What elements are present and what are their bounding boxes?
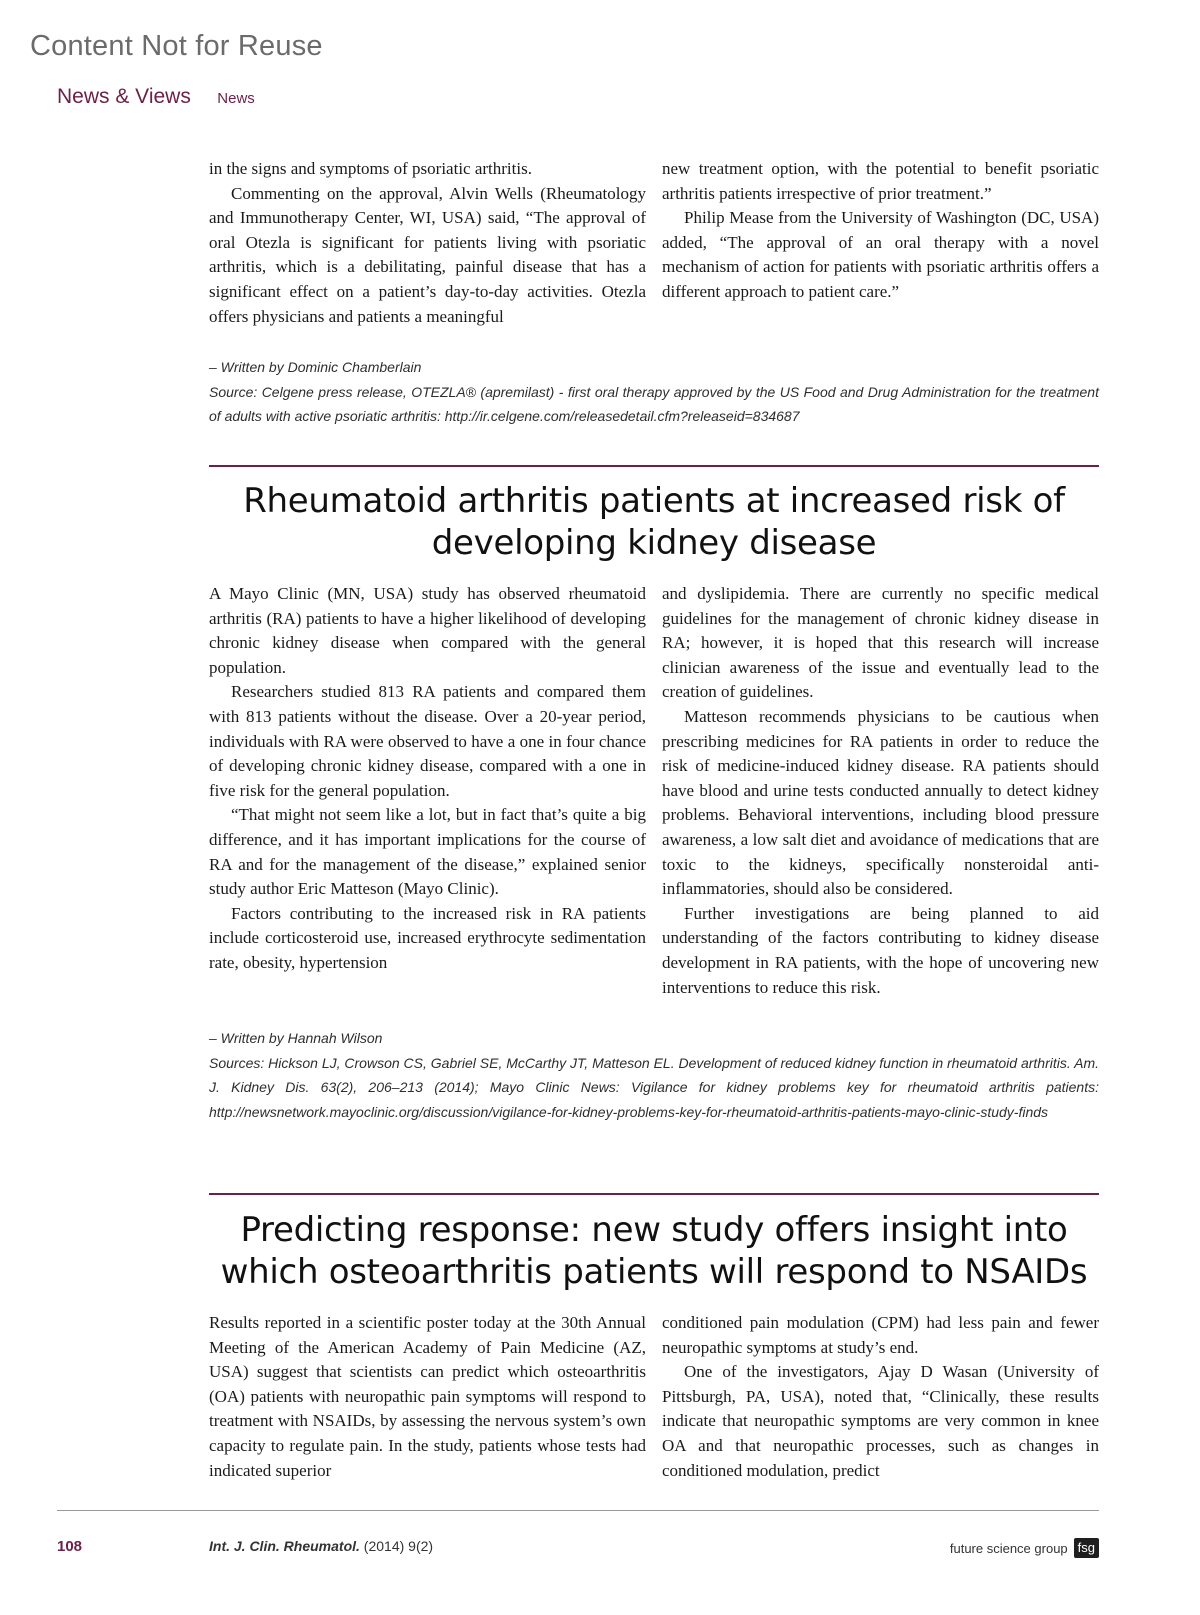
paragraph: new treatment option, with the potential to benefit psoriatic arthritis patients irrespective of prior treatment.” [662,159,1099,203]
article-columns [209,1311,1099,1483]
paragraph: Factors contributing to the increased risk in RA patients include corticosteroid use, increased erythrocyte sedimentation rate, obesity, hypertension [209,903,646,972]
journal-citation [209,1538,433,1554]
page-number: 108 [57,1538,83,1555]
paragraph: in the signs and symptoms of psoriatic arthritis. [209,159,532,178]
publisher-logo: fsg [1074,1538,1099,1558]
article-headline: Rheumatoid arthritis patients at increased risk of developing kidney disease [243,481,1065,563]
journal-name: Int. J. Clin. Rheumatol. [209,1538,360,1554]
article-columns [209,157,1099,329]
running-head [57,85,255,109]
paragraph: Results reported in a scientific poster today at the 30th Annual Meeting of the American Academy of Pain Medicine (AZ, USA) suggest that scientists can predict which osteoarthritis (OA) patients with neuropathic pain symptoms will respond to treatment with NSAIDs, by assessing the nervous system’s own capacity to regulate pain. In the study, patients whose tests had indicated superior [209,1313,646,1480]
right-column [662,582,1099,1000]
paragraph: Researchers studied 813 RA patients and compared them with 813 patients without the disease. Over a 20-year period, individuals with RA were observed to have a one in four chance of developing chronic kidney disease, compared with a one in five risk for the general population. [209,682,646,800]
source-citation: Sources: Hickson LJ, Crowson CS, Gabriel SE, McCarthy JT, Matteson EL. Development of reduced kidney function in rheumatoid arthritis. Am. J. Kidney Dis. 63(2), 206–213 (2014); Mayo Clinic News: Vigilance for kidney problems key for rheumatoid arthritis patients: http://newsnetwork.mayoclinic.org/discussion/vigilance-for-kidney-problems-key-for-rheumatoid-arthritis-patients-mayo-clinic-study-finds [209,1054,1099,1120]
author-credit: – Written by Hannah Wilson [209,1030,383,1047]
footer-divider [57,1510,1099,1511]
publisher-name: future science group [949,1540,1068,1556]
article-nsaids [209,1209,1099,1483]
paragraph: and dyslipidemia. There are currently no specific medical guidelines for the management of chronic kidney disease in RA; however, it is hoped that this research will increase clinician awareness of the issue and eventually lead to the creation of guidelines. [662,584,1099,702]
left-column [209,157,646,329]
right-column [662,1311,1099,1483]
left-column [209,1311,646,1483]
paragraph: “That might not seem like a lot, but in fact that’s quite a big difference, and it has important implications for the course of RA and for the management of the disease,” explained senior study author Eric Matteson (Mayo Clinic). [209,805,646,899]
article-kidney [209,480,1099,1124]
publisher [950,1538,1099,1558]
section-divider [209,1193,1099,1195]
left-column [209,582,646,1000]
paragraph: One of the investigators, Ajay D Wasan (University of Pittsburgh, PA, USA), noted that, “Clinically, these results indicate that neuropathic symptoms are very common in knee OA and that neuropathic processes, such as changes in conditioned modulation, predict [662,1362,1099,1480]
author-credit: – Written by Dominic Chamberlain [209,359,422,376]
paragraph: Matteson recommends physicians to be cautious when prescribing medicines for RA patients in order to reduce the risk of medicine-induced kidney disease. RA patients should have blood and urine tests conducted annually to detect kidney problems. Behavioral interventions, including blood pressure awareness, a low salt diet and avoidance of medications that are toxic to the kidneys, specifically nonsteroidal anti-inflammatories, should also be considered. [662,706,1099,899]
paragraph: conditioned pain modulation (CPM) had less pain and fewer neuropathic symptoms at study’s end. [662,1313,1099,1357]
article-credits [209,355,1099,429]
right-column [662,157,1099,329]
subsection-title: News [217,90,255,107]
section-divider [209,465,1099,467]
source-citation: Source: Celgene press release, OTEZLA® (apremilast) - first oral therapy approved by the US Food and Drug Administration for the treatment of adults with active psoriatic arthritis: http://ir.celgene.com/releasedetail.cfm?releaseid=834687 [209,383,1099,425]
paragraph: Philip Mease from the University of Washington (DC, USA) added, “The approval of an oral therapy with a novel mechanism of action for patients with psoriatic arthritis offers a different approach to patient care.” [662,208,1099,301]
article-continued [209,157,1099,429]
watermark: Content Not for Reuse [30,30,323,62]
section-title: News & Views [57,85,191,108]
article-columns [209,582,1099,1000]
paragraph: Further investigations are being planned to aid understanding of the factors contributing to kidney disease development in RA patients, with the hope of uncovering new interventions to reduce this risk. [662,903,1099,997]
paragraph: A Mayo Clinic (MN, USA) study has observed rheumatoid arthritis (RA) patients to have a higher likelihood of developing chronic kidney disease when compared with the general population. [209,584,646,677]
paragraph: Commenting on the approval, Alvin Wells (Rheumatology and Immunotherapy Center, WI, USA) said, “The approval of oral Otezla is significant for patients living with psoriatic arthritis, which is a debilitating, painful disease that has a significant effect on a patient’s day-to-day activities. Otezla offers physicians and patients a meaningful [209,183,646,326]
article-headline: Predicting response: new study offers insight into which osteoarthritis patients will respond to NSAIDs [220,1210,1088,1292]
article-credits [209,1026,1099,1124]
journal-details: (2014) 9(2) [363,1538,434,1554]
